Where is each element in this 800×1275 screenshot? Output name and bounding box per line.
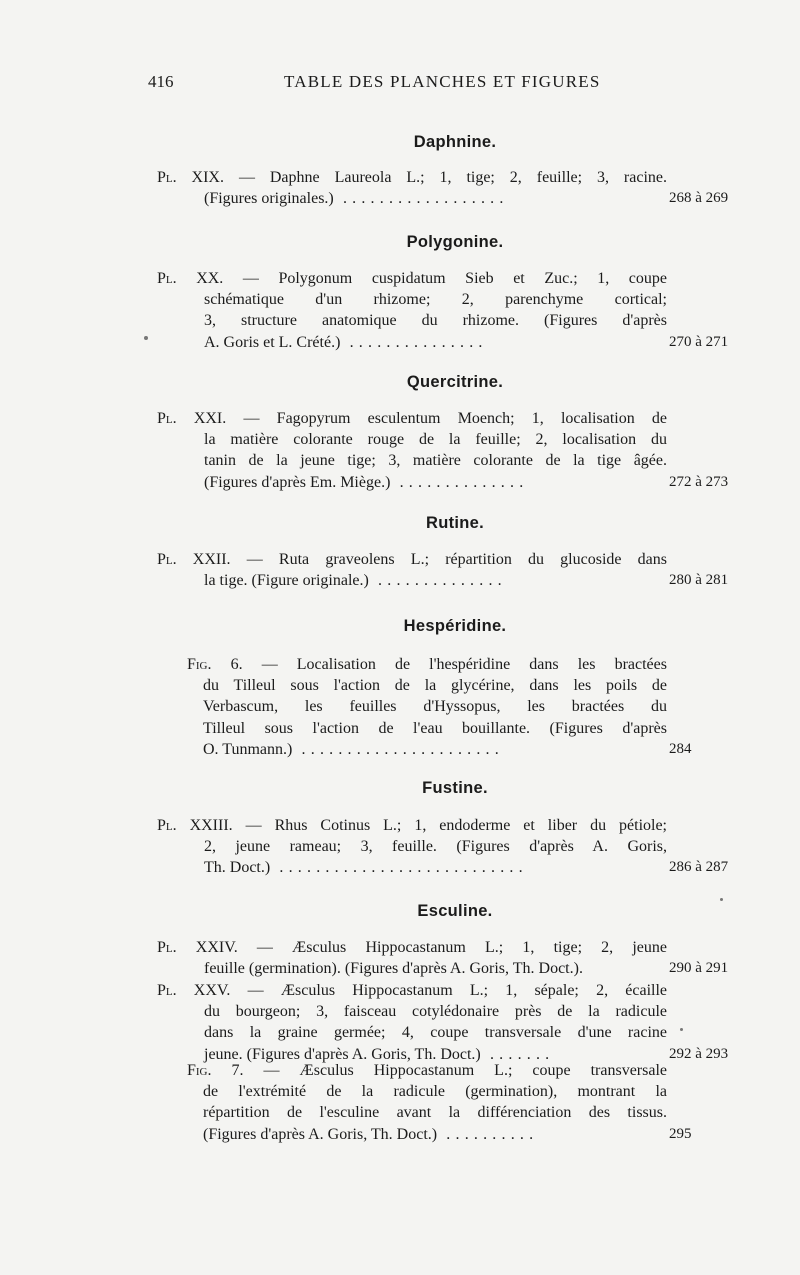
entry-pl-xix — [157, 167, 729, 209]
entry-line — [204, 310, 667, 331]
page-reference: 280 à 281 — [669, 572, 729, 589]
entry-label: Pl. XXIII. — [157, 817, 233, 834]
entry-line: Th. Doct.) ........................... 286 à 287 — [157, 857, 667, 878]
entry-line — [204, 289, 667, 310]
entry-text: la matière colorante rouge de la feuille; 2, localisation du — [204, 431, 667, 449]
section-title-polygonine: Polygonine. — [406, 233, 504, 251]
entry-line — [204, 429, 667, 450]
entry-line: (Figures originales.) .................. 268 à 269 — [157, 188, 667, 209]
entry-label: Pl. XXI. — [157, 410, 227, 427]
entry-line: A. Goris et L. Crété.) ............... 270 à 271 — [157, 332, 667, 353]
entry-text: — Rhus Cotinus L.; 1, endoderme et liber du pétiole; — [245, 817, 668, 834]
entry-text: jeune. (Figures d'après A. Goris, Th. Doct.) — [204, 1045, 481, 1063]
running-head — [148, 72, 758, 96]
entry-line — [157, 980, 667, 1001]
entry-text: (Figures d'après Em. Miège.) — [204, 473, 391, 491]
entry-text: 2, jeune rameau; 3, feuille. (Figures d'après A. Goris, — [204, 838, 667, 856]
entry-text: Th. Doct.) — [204, 859, 271, 877]
entry-label: Pl. XXII. — [157, 551, 231, 568]
entry-line — [204, 836, 667, 857]
entry-text: — Ruta graveolens L.; répartition du glucoside dans — [246, 551, 668, 568]
entry-line — [203, 718, 667, 739]
entry-text: — Æsculus Hippocastanum L.; 1, sépale; 2, écaille — [247, 982, 668, 999]
entry-pl-xxv — [157, 980, 729, 1065]
entry-text: — Polygonum cuspidatum Sieb et Zuc.; 1, coupe — [242, 270, 667, 287]
entry-line — [204, 1022, 667, 1043]
entry-line — [187, 1060, 667, 1081]
entry-line — [157, 958, 729, 979]
entry-text: — Daphne Laureola L.; 1, tige; 2, feuille; 3, racine. — [238, 169, 668, 186]
page-reference: 295 — [669, 1125, 692, 1142]
section-title-rutine: Rutine. — [425, 514, 484, 532]
page-reference: 290 à 291 — [669, 960, 729, 977]
section-title-daphnine: Daphnine. — [413, 133, 497, 151]
entry-line: O. Tunmann.) ...................... 284 — [187, 739, 667, 760]
section-title-esculine: Esculine. — [417, 902, 493, 920]
section-title-fustine: Fustine. — [422, 779, 488, 797]
section-title-quercitrine: Quercitrine. — [406, 373, 504, 391]
entry-text: Verbascum, les feuilles d'Hyssopus, les bractées du — [203, 698, 667, 716]
entry-line — [203, 696, 667, 717]
entry-pl-xxi — [157, 408, 729, 493]
entry-label: Pl. XIX. — [157, 169, 224, 186]
scan-speck — [144, 336, 148, 340]
entry-line — [157, 549, 667, 570]
entry-text: — Fagopyrum esculentum Moench; 1, localisation de — [243, 410, 668, 427]
entry-line — [157, 937, 667, 958]
entry-fig-7 — [187, 1060, 692, 1145]
entry-label: Fig. 6. — [187, 656, 243, 673]
scan-speck — [680, 1028, 683, 1031]
page-reference: 286 à 287 — [669, 859, 729, 876]
entry-line — [187, 654, 667, 675]
entry-pl-xxiii — [157, 815, 729, 879]
entry-label: Pl. XX. — [157, 270, 224, 287]
entry-line: (Figures d'après Em. Miège.) .............. 272 à 273 — [157, 472, 667, 493]
page-reference: 284 — [669, 740, 692, 757]
entry-text: répartition de l'esculine avant la différenciation des tissus. — [203, 1104, 667, 1122]
entry-text: feuille (germination). (Figures d'après A. Goris, Th. Doct.). — [204, 960, 583, 978]
entry-line — [204, 450, 667, 471]
entry-text: A. Goris et L. Crété.) — [204, 333, 341, 351]
entry-text: — Æsculus Hippocastanum L.; coupe transversale — [263, 1062, 667, 1079]
entry-line — [203, 1081, 667, 1102]
entry-pl-xxiv — [157, 937, 729, 979]
entry-text: de l'extrémité de la radicule (germination), montrant la — [203, 1083, 667, 1101]
entry-line — [204, 1001, 667, 1022]
entry-text: tanin de la jeune tige; 3, matière colorante de la tige âgée. — [204, 452, 667, 470]
entry-text: 3, structure anatomique du rhizome. (Figures d'après — [204, 312, 667, 330]
entry-text: dans la graine germée; 4, coupe transversale d'une racine — [204, 1024, 667, 1042]
entry-pl-xxii — [157, 549, 729, 591]
entry-line — [157, 167, 667, 188]
page-number: 416 — [148, 72, 174, 91]
entry-line: la tige. (Figure originale.) .............. 280 à 281 — [157, 570, 667, 591]
page-reference: 270 à 271 — [669, 333, 729, 350]
entry-text: schématique d'un rhizome; 2, parenchyme cortical; — [204, 291, 667, 309]
entry-line: jeune. (Figures d'après A. Goris, Th. Doct.) ....... 292 à 293 — [157, 1044, 667, 1065]
entry-label: Pl. XXIV. — [157, 939, 238, 956]
entry-text: Tilleul sous l'action de l'eau bouillante. (Figures d'après — [203, 719, 667, 737]
entry-label: Pl. XXV. — [157, 982, 231, 999]
entry-label: Fig. 7. — [187, 1062, 244, 1079]
page-reference: 272 à 273 — [669, 473, 729, 490]
page-reference: 268 à 269 — [669, 190, 729, 207]
entry-line — [157, 815, 667, 836]
entry-text: — Localisation de l'hespéridine dans les bractées — [261, 656, 667, 673]
entry-text: — Æsculus Hippocastanum L.; 1, tige; 2, jeune — [256, 939, 667, 956]
page-reference: 292 à 293 — [669, 1045, 729, 1062]
entry-pl-xx — [157, 268, 729, 353]
entry-text: (Figures d'après A. Goris, Th. Doct.) — [203, 1125, 438, 1143]
entry-text: du bourgeon; 3, faisceau cotylédonaire près de la radicule — [204, 1003, 667, 1021]
entry-line — [203, 1102, 667, 1123]
entry-line — [157, 408, 667, 429]
scan-speck — [720, 898, 723, 901]
running-title: TABLE DES PLANCHES ET FIGURES — [284, 72, 601, 91]
entry-fig-6 — [187, 654, 692, 760]
section-title-hesperidine: Hespéridine. — [403, 617, 507, 635]
entry-text: du Tilleul sous l'action de la glycérine, dans les poils de — [203, 677, 667, 695]
entry-text: O. Tunmann.) — [203, 740, 293, 758]
entry-line: (Figures d'après A. Goris, Th. Doct.) .......... 295 — [187, 1124, 667, 1145]
entry-line — [157, 268, 667, 289]
entry-text: la tige. (Figure originale.) — [204, 572, 369, 590]
entry-text: (Figures originales.) — [204, 190, 334, 208]
entry-line — [203, 675, 667, 696]
